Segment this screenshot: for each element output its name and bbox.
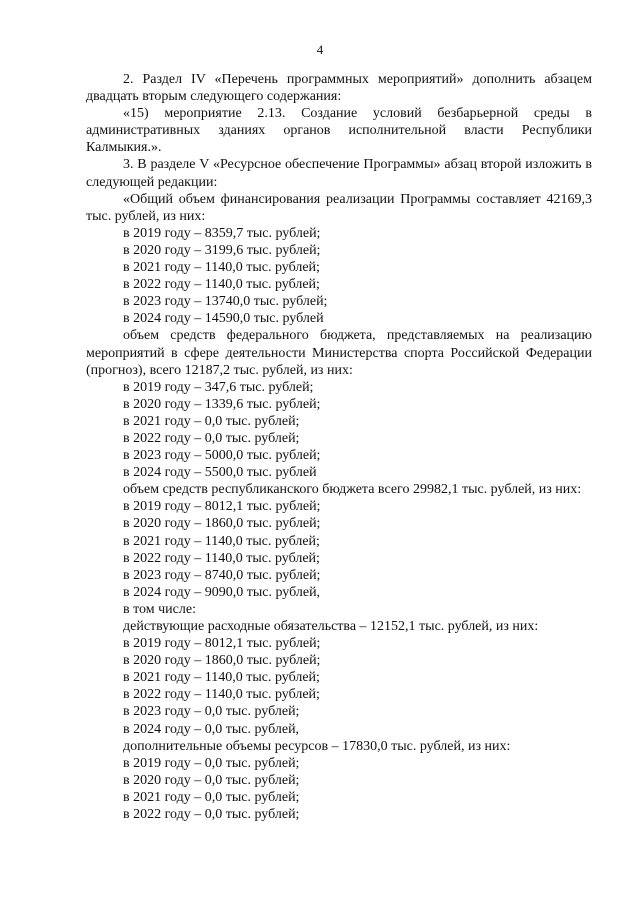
- year-line: в 2019 году – 8012,1 тыс. рублей;: [123, 636, 321, 652]
- year-line: в 2021 году – 1140,0 тыс. рублей;: [123, 533, 320, 549]
- amendment-paragraph-section-iv: 2. Раздел IV «Перечень программных мероприятий» дополнить абзацем двадцать вторым следующего содержания:: [86, 72, 592, 105]
- year-line: в 2024 году – 9090,0 тыс. рублей,: [123, 584, 321, 600]
- existing-obligations-paragraph: действующие расходные обязательства – 12152,1 тыс. рублей, из них:: [123, 619, 539, 634]
- year-line: в 2020 году – 0,0 тыс. рублей;: [123, 772, 300, 788]
- additional-resources-by-year: [86, 755, 592, 823]
- year-line: в 2020 году – 1339,6 тыс. рублей;: [123, 396, 321, 412]
- federal-funding-by-year: [86, 379, 592, 482]
- year-line: в 2019 году – 0,0 тыс. рублей;: [123, 755, 300, 771]
- additional-resources-paragraph: дополнительные объемы ресурсов – 17830,0 тыс. рублей, из них:: [123, 738, 511, 754]
- year-line: в 2019 году – 8012,1 тыс. рублей;: [123, 499, 321, 515]
- new-paragraph-measure-2-13: «15) мероприятие 2.13. Создание условий безбарьерной среды в административных зданиях органов исполнительной власти Республики Калмыкия.».: [86, 106, 592, 156]
- year-line: в 2020 году – 1860,0 тыс. рублей;: [123, 653, 321, 669]
- page-number: 4: [316, 42, 324, 57]
- year-line: в 2023 году – 8740,0 тыс. рублей;: [123, 567, 321, 583]
- year-line: в 2024 году – 0,0 тыс. рублей,: [123, 721, 300, 737]
- year-line: в 2022 году – 0,0 тыс. рублей;: [123, 430, 300, 446]
- year-line: в 2024 году – 14590,0 тыс. рублей: [123, 311, 324, 327]
- year-line: в 2020 году – 3199,6 тыс. рублей;: [123, 242, 321, 258]
- year-line: в 2021 году – 1140,0 тыс. рублей;: [123, 670, 320, 686]
- year-line: в 2022 году – 0,0 тыс. рублей;: [123, 807, 300, 823]
- republic-funding-by-year: [86, 498, 592, 601]
- year-line: в 2019 году – 347,6 тыс. рублей;: [123, 379, 314, 395]
- year-line: в 2019 году – 8359,7 тыс. рублей;: [123, 225, 321, 241]
- year-line: в 2022 году – 1140,0 тыс. рублей;: [123, 687, 320, 703]
- year-line: в 2023 году – 5000,0 тыс. рублей;: [123, 448, 321, 464]
- amendment-paragraph-section-v: 3. В разделе V «Ресурсное обеспечение Программы» абзац второй изложить в следующей редакции:: [86, 157, 592, 190]
- year-line: в 2023 году – 13740,0 тыс. рублей;: [123, 294, 328, 310]
- republic-budget-paragraph: объем средств республиканского бюджета всего 29982,1 тыс. рублей, из них:: [123, 482, 582, 498]
- year-line: в 2021 году – 1140,0 тыс. рублей;: [123, 260, 320, 276]
- total-funding-paragraph: «Общий объем финансирования реализации Программы составляет 42169,3 тыс. рублей, из них:: [86, 191, 592, 224]
- year-line: в 2021 году – 0,0 тыс. рублей;: [123, 413, 300, 429]
- total-funding-by-year: [86, 225, 592, 328]
- document-body: [86, 71, 592, 823]
- federal-budget-paragraph: объем средств федерального бюджета, представляемых на реализацию мероприятий в сфере деятельности Министерства спорта Российской Федерации (прогноз), всего 12187,2 тыс. рублей, из них:: [86, 328, 592, 378]
- year-line: в 2022 году – 1140,0 тыс. рублей;: [123, 277, 320, 293]
- year-line: в 2024 году – 5500,0 тыс. рублей: [123, 465, 317, 481]
- year-line: в 2023 году – 0,0 тыс. рублей;: [123, 704, 300, 720]
- year-line: в 2020 году – 1860,0 тыс. рублей;: [123, 516, 321, 532]
- year-line: в 2021 году – 0,0 тыс. рублей;: [123, 789, 300, 805]
- including-label: в том числе:: [123, 601, 196, 617]
- existing-obligations-by-year: [86, 635, 592, 738]
- year-line: в 2022 году – 1140,0 тыс. рублей;: [123, 550, 320, 566]
